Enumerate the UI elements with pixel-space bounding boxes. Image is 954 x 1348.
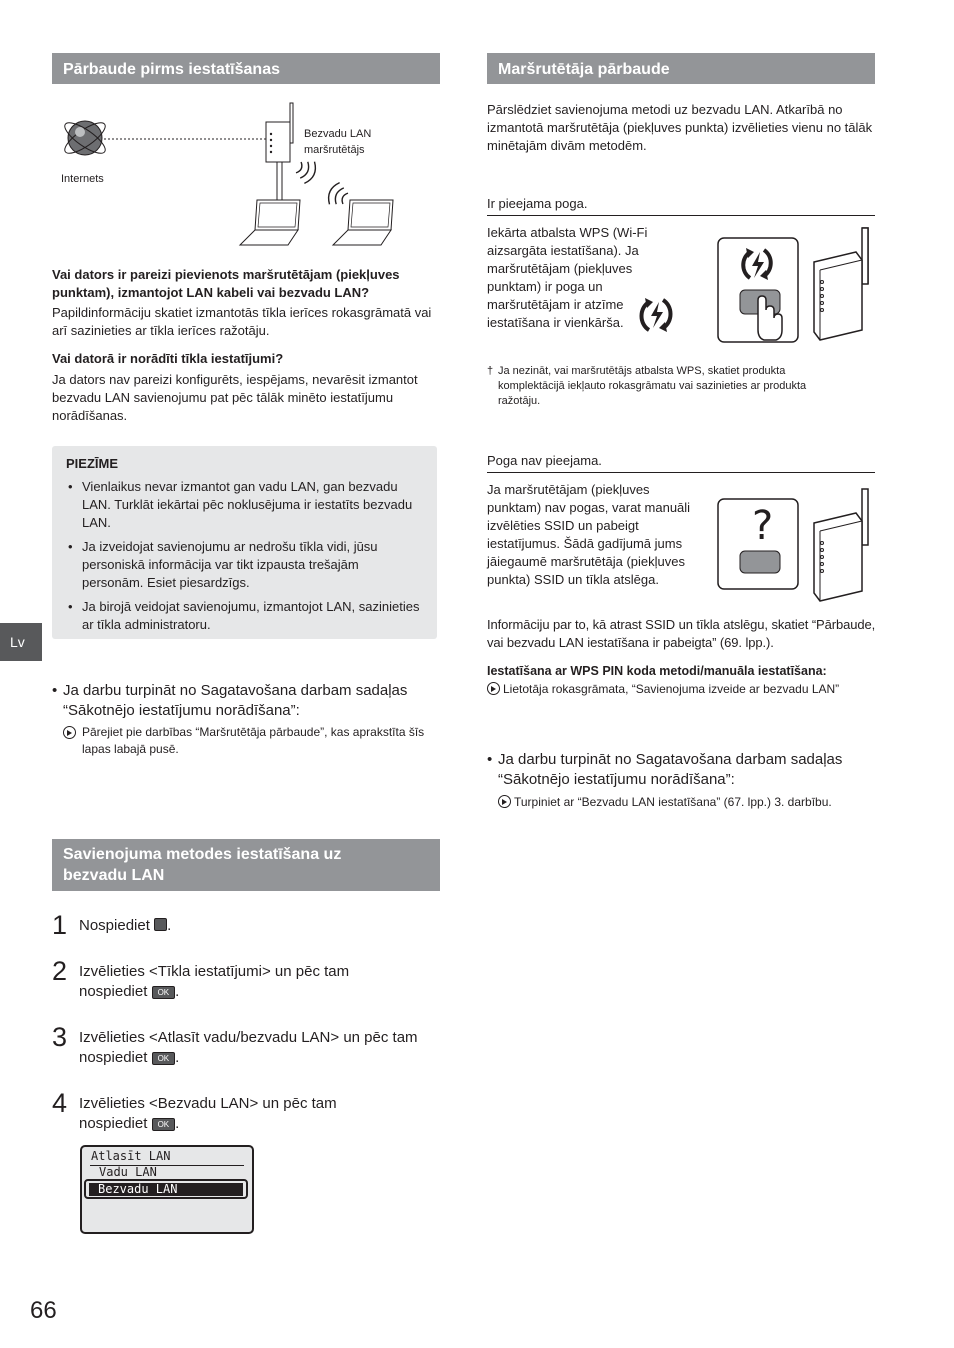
arrow-right-circle-icon — [498, 795, 511, 808]
lcd-title: Atlasīt LAN — [91, 1149, 171, 1163]
language-tab-label: Lv — [10, 634, 25, 650]
continue-sub-text-left: Pārejiet pie darbības “Maršrutētāja pārbaude”, kas aprakstīta šīs lapas labajā pusē. — [82, 725, 425, 756]
case-button-unavailable: Poga nav pieejama. — [487, 452, 875, 473]
ssid-info: Informāciju par to, kā atrast SSID un tīkla atslēgu, skatiet “Pārbaude, vai bezvadu LAN iestatīšana ir pabeigta” (69. lpp.). — [487, 617, 876, 650]
case2-text: Ja maršrutētājam (piekļuves punktam) nav pogas, varat manuāli izvēlēties SSID un pabeigt iestatījumus. Šādā gadījumā jums jāiegaumē maršrutētāja (piekļuves punkta) SSID un tīkla atslēga. — [487, 482, 691, 587]
question-2: Vai datorā ir norādīti tīkla iestatījumi? — [52, 351, 284, 366]
continue-sub-left — [63, 724, 433, 758]
laptop-icon — [240, 200, 300, 245]
router-label-1: Bezvadu LAN — [304, 128, 372, 140]
step-2-text: Izvēlieties <Tīkla iestatījumi> un pēc tam nospiediet OK . — [79, 963, 350, 1000]
lcd-option-wireless-selected: Bezvadu LAN — [84, 1179, 248, 1199]
section-title-connection-method: Savienojuma metodes iestatīšana uz bezvadu LAN — [52, 839, 440, 891]
question-mark-icon: ? — [752, 503, 774, 549]
case1-footnote: † Ja nezināt, vai maršrutētājs atbalsta WPS, skatiet produkta komplektācijā iekļauto rokasgrāmatu vai sazinieties ar produkta ražotāju. — [487, 365, 807, 407]
note-item: • Ja izveidojat savienojumu ar nedrošu tīkla vidi, jūsu personiskā informācija var tikt izpausta trešajām personām. Esiet piesardzīgs. — [66, 538, 421, 592]
language-tab — [0, 623, 42, 661]
question-1: Vai dators ir pareizi pievienots maršrutētājam (piekļuves punktam), izmantojot LAN kabeli vai bezvadu LAN? — [52, 267, 400, 300]
arrow-right-circle-icon — [487, 682, 500, 695]
wps-router-illustration — [716, 226, 876, 350]
wps-logo-icon — [637, 294, 675, 336]
step-number: 4 — [52, 1088, 68, 1118]
answer-2: Ja dators nav pareizi konfigurēts, iespējams, nevarēsit izmantot bezvadu LAN savienojumu pat pēc tālāk minēto iestatījumu norādīšanas. — [52, 372, 418, 423]
home-key-icon — [154, 918, 167, 931]
section-title-router-check: Maršrutētāja pārbaude — [487, 53, 875, 84]
note-item: • Vienlaikus nevar izmantot gan vadu LAN, gan bezvadu LAN. Turklāt iekārtai pēc noklusējuma ir iestatīts bezvadu LAN. — [66, 478, 421, 532]
manual-router-illustration — [716, 487, 876, 607]
ok-key-icon: OK — [152, 1052, 176, 1065]
step-number: 3 — [52, 1022, 68, 1052]
continue-bullet-left: • Ja darbu turpināt no Sagatavošana darbam sadaļas “Sākotnējo iestatījumu norādīšana”: — [52, 681, 432, 721]
lcd-display — [80, 1145, 254, 1234]
page-number: 66 — [30, 1297, 57, 1324]
laptop-icon — [333, 200, 393, 245]
case-button-available: Ir pieejama poga. — [487, 195, 875, 216]
router-icon — [266, 103, 293, 162]
continue-text-left: Ja darbu turpināt no Sagatavošana darbam sadaļas “Sākotnējo iestatījumu norādīšana”: — [63, 682, 408, 719]
note-box — [52, 446, 437, 639]
continue-text-right: Ja darbu turpināt no Sagatavošana darbam sadaļas “Sākotnējo iestatījumu norādīšana”: — [498, 751, 843, 788]
note-item: • Ja birojā veidojat savienojumu, izmantojot LAN, sazinieties ar tīkla administratoru. — [66, 598, 421, 634]
arrow-right-circle-icon — [63, 726, 76, 739]
section-title-check-before: Pārbaude pirms iestatīšanas — [52, 53, 440, 84]
lcd-option-wired: Vadu LAN — [99, 1166, 157, 1177]
continue-sub-right: Turpiniet ar “Bezvadu LAN iestatīšana” (67. lpp.) 3. darbību. — [498, 794, 878, 811]
ok-key-icon: OK — [152, 1118, 176, 1131]
step-1-text: Nospiediet . — [79, 917, 172, 934]
step-number: 2 — [52, 956, 68, 986]
note-title: PIEZĪME — [66, 456, 119, 471]
router-intro: Pārslēdziet savienojuma metodi uz bezvadu LAN. Atkarībā no izmantotā maršrutētāja (piekļuves punkta) izvēlieties vienu no tālāk minētajām divām metodēm. — [487, 102, 873, 153]
ok-key-icon: OK — [152, 986, 176, 999]
case1-text: Iekārta atbalsta WPS (Wi-Fi aizsargāta iestatīšana). Ja maršrutētājam (piekļuves punktam) ir poga un maršrutētājam ir atzīme iestatīšana ir vienkārša. — [487, 225, 648, 330]
step-3-text: Izvēlieties <Atlasīt vadu/bezvadu LAN> un pēc tam nospiediet OK . — [79, 1029, 418, 1066]
wps-pin-title: Iestatīšana ar WPS PIN koda metodi/manuāla iestatīšana: — [487, 664, 827, 678]
network-diagram — [52, 98, 440, 250]
step-4-text: Izvēlieties <Bezvadu LAN> un pēc tam nospiediet OK . — [79, 1095, 337, 1132]
router-label-2: maršrutētājs — [304, 144, 365, 156]
wps-pin-ref: Lietotāja rokasgrāmata, “Savienojuma izveide ar bezvadu LAN” — [487, 681, 882, 698]
answer-1: Papildinformāciju skatiet izmantotās tīkla ierīces rokasgrāmatā vai arī sazinieties ar tīkla ierīces ražotāju. — [52, 305, 432, 338]
globe-icon — [61, 118, 109, 159]
note-list — [66, 478, 421, 640]
internet-label: Internets — [61, 173, 104, 185]
step-number: 1 — [52, 910, 68, 940]
continue-bullet-right: • Ja darbu turpināt no Sagatavošana darbam sadaļas “Sākotnējo iestatījumu norādīšana”: — [487, 750, 867, 790]
